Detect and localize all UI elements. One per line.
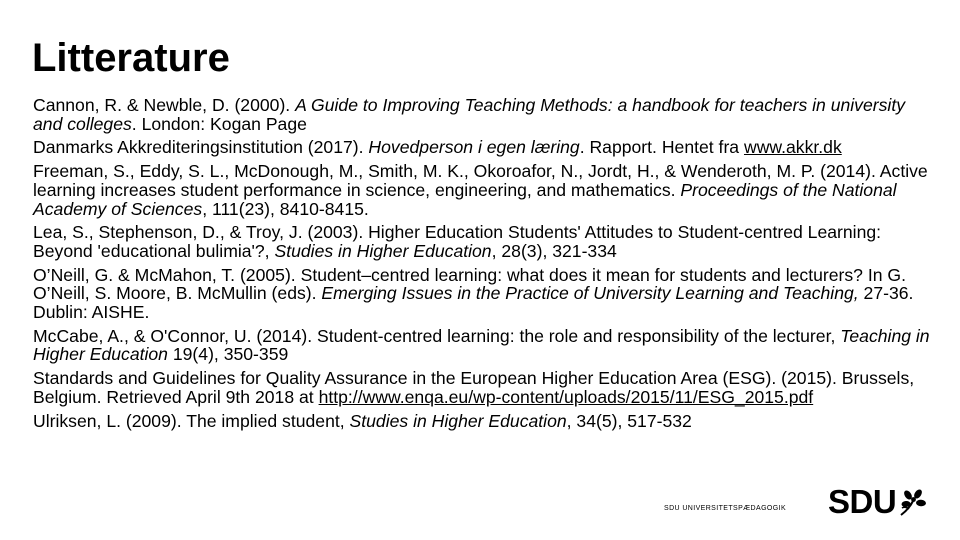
reference-list [33, 96, 933, 435]
reference-text: O’Neill, G. & McMahon, T. (2005). Student–centred learning: what does it mean for students and lecturers? In G. O’Neill, S. Moore, B. McMullin (eds). [33, 264, 906, 304]
reference-title-italic: Studies in Higher Education [349, 410, 567, 431]
reference-item [33, 138, 933, 157]
reference-text: Cannon, R. & Newble, D. (2000). [33, 95, 296, 115]
reference-item [33, 162, 933, 218]
reference-title-italic: Hovedperson i egen læring [368, 137, 580, 158]
department-label: SDU UNIVERSITETSPÆDAGOGIK [664, 505, 787, 512]
reference-title-italic: Emerging Issues in the Practice of University Learning and Teaching, [321, 283, 859, 304]
reference-title-italic: Proceedings of the National Academy of Sciences [33, 179, 897, 219]
reference-text: , 34(5), 517-532 [566, 410, 692, 431]
reference-text: McCabe, A., & O'Connor, U. (2014). Student-centred learning: the role and responsibility of the lecturer, [33, 325, 841, 346]
reference-item [33, 96, 933, 133]
reference-text: Danmarks Akkrediteringsinstitution (2017). [33, 137, 369, 158]
reference-text: , 28(3), 321-334 [491, 240, 617, 261]
reference-link[interactable]: www.akkr.dk [743, 137, 842, 158]
sdu-logo [828, 484, 933, 520]
reference-item [33, 327, 933, 364]
reference-title-italic: Teaching in Higher Education [33, 325, 930, 365]
reference-item [33, 266, 933, 322]
reference-text: . Rapport. Hentet fra [579, 137, 744, 158]
reference-title-italic: A Guide to Improving Teaching Methods: a handbook for teachers in university and colleges [33, 95, 906, 134]
reference-item [33, 223, 933, 260]
logo-text: SDU [828, 483, 897, 520]
sdu-flower-icon [897, 485, 933, 519]
reference-text: Freeman, S., Eddy, S. L., McDonough, M., Smith, M. K., Okoroafor, N., Jordt, H., & Wenderoth, M. P. (2014). Active learning increases student performance in science, engineering, and mathematics. [33, 161, 928, 200]
reference-title-italic: Studies in Higher Education [274, 240, 492, 261]
slide-title: Litterature [32, 36, 230, 80]
reference-item [33, 369, 933, 406]
reference-item [33, 412, 933, 431]
reference-text: , 111(23), 8410-8415. [202, 198, 369, 219]
reference-text: Ulriksen, L. (2009). The implied student, [33, 410, 350, 431]
reference-link[interactable]: http://www.enqa.eu/wp-content/uploads/2015/11/ESG_2015.pdf [318, 386, 814, 407]
reference-text: Standards and Guidelines for Quality Assurance in the European Higher Education Area (ESG). (2015). Brussels, Belgium. Retrieved April 9th 2018 at [33, 368, 915, 407]
reference-text: Lea, S., Stephenson, D., & Troy, J. (2003). Higher Education Students' Attitudes to Student-centred Learning: Beyond 'educational bulimia'?, [33, 222, 882, 261]
reference-text: 19(4), 350-359 [167, 344, 289, 365]
reference-text: . London: Kogan Page [131, 113, 307, 134]
reference-text: 27-36. Dublin: AISHE. [33, 283, 914, 323]
